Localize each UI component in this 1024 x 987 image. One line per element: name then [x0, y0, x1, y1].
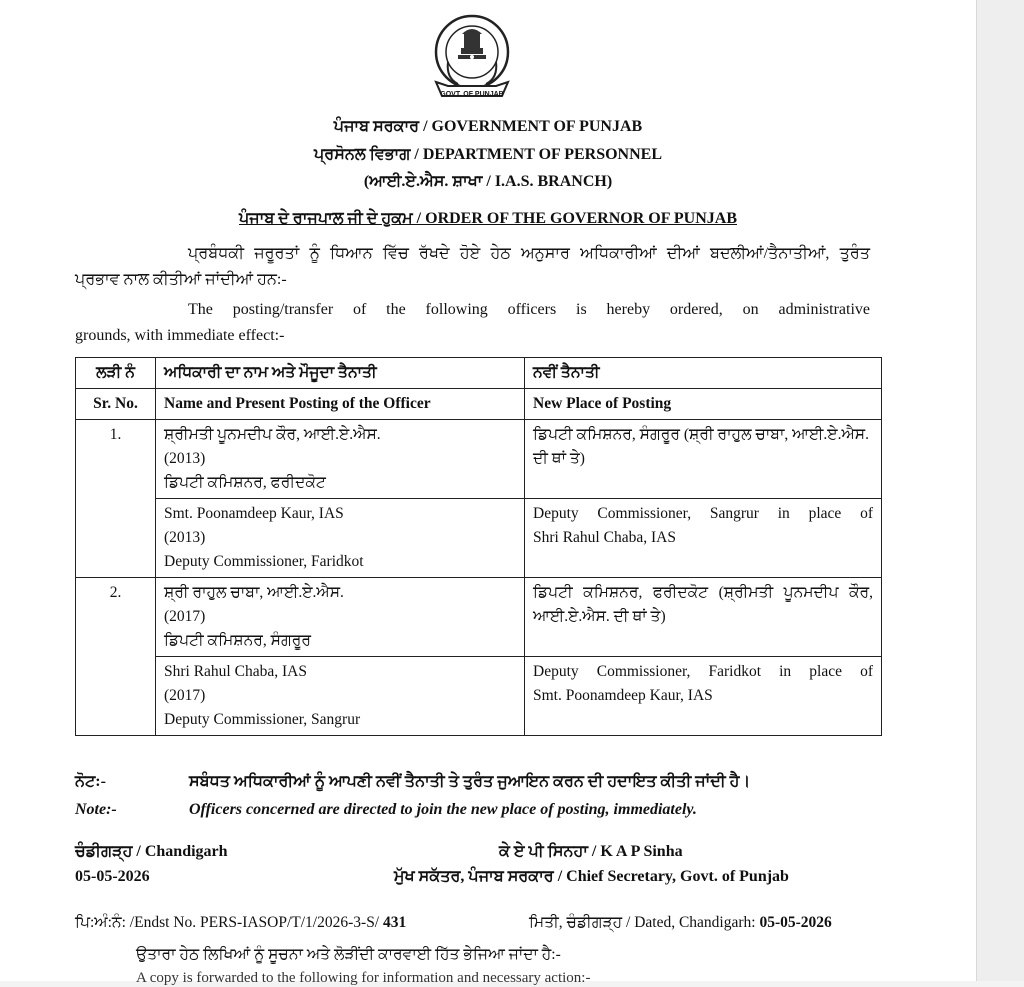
header-officer-en: Name and Present Posting of the Officer	[156, 389, 525, 420]
intro-punjabi-line1: ਪ੍ਰਬੰਧਕੀ ਜਰੂਰਤਾਂ ਨੂੰ ਧਿਆਨ ਵਿੱਚ ਰੱਖਦੇ ਹੋਏ ਹੇਠ ਅਨੁਸਾਰ ਅਧਿਕਾਰੀਆਂ ਦੀਆਂ ਬਦਲੀਆਂ/ਤੈਨਾਤੀਆਂ, ਤੁਰੰਤ	[188, 245, 870, 262]
endorsement-date	[529, 914, 832, 932]
endorsement-number-label: ਪਿ:ਅੰ:ਨੰ: /Endst No. PERS-IASOP/T/1/2026-3-S/	[75, 914, 380, 931]
header-sr-en: Sr. No.	[76, 389, 156, 420]
officer-posting-pa: ਡਿਪਟੀ ਕਮਿਸ਼ਨਰ, ਸੰਗਰੂਰ	[164, 632, 312, 649]
new-posting-en-line: Shri Rahul Chaba, IAS	[533, 529, 676, 546]
note-text-pa: ਸਬੰਧਤ ਅਧਿਕਾਰੀਆਂ ਨੂੰ ਆਪਣੀ ਨਵੀਂ ਤੈਨਾਤੀ ਤੇ ਤੁਰੰਤ ਜੁਆਇਨ ਕਰਨ ਦੀ ਹਦਾਇਤ ਕੀਤੀ ਜਾਂਦੀ ਹੈ।	[189, 773, 751, 790]
new-posting-pa-line: ਡਿਪਟੀ ਕਮਿਸ਼ਨਰ, ਫਰੀਦਕੋਟ (ਸ਼੍ਰੀਮਤੀ ਪੂਨਮਦੀਪ ਕੌਰ,	[533, 584, 873, 601]
header-sr-pa: ਲੜੀ ਨੰ	[76, 358, 156, 389]
viewer-right-margin	[976, 0, 1024, 981]
note-text-en: Officers concerned are directed to join the new place of posting, immediately.	[189, 801, 697, 818]
endorsement-number-value: 431	[383, 914, 407, 931]
note-label-en: Note:-	[75, 801, 117, 818]
officer-punjabi-cell	[156, 420, 525, 499]
officer-punjabi-cell	[156, 578, 525, 657]
officer-batch-pa: (2017)	[164, 608, 206, 625]
copy-forward-en: A copy is forwarded to the following for information and necessary action:-	[136, 970, 591, 986]
header-new-en: New Place of Posting	[525, 389, 882, 420]
officer-batch-en: (2013)	[164, 529, 206, 546]
header-new-pa: ਨਵੀਂ ਤੈਨਾਤੀ	[525, 358, 882, 389]
officer-name-pa: ਸ਼੍ਰੀਮਤੀ ਪੂਨਮਦੀਪ ਕੌਰ, ਆਈ.ਏ.ਐਸ.	[164, 426, 381, 443]
new-posting-english-cell	[525, 499, 882, 578]
endorsement-date-value: 05-05-2026	[759, 914, 832, 931]
emblem-ribbon-text: GOVT. OF PUNJAB	[440, 91, 504, 98]
table-row	[76, 657, 882, 736]
officer-batch-pa: (2013)	[164, 450, 206, 467]
row-sr-no: 2.	[76, 578, 156, 736]
officer-name-pa: ਸ਼੍ਰੀ ਰਾਹੁਲ ਚਾਬਾ, ਆਈ.ਏ.ਐਸ.	[164, 584, 344, 601]
signatory-designation: ਮੁੱਖ ਸਕੱਤਰ, ਪੰਜਾਬ ਸਰਕਾਰ / Chief Secretary, Govt. of Punjab	[394, 868, 789, 885]
endorsement-date-label: ਮਿਤੀ, ਚੰਡੀਗੜ੍ਹ / Dated, Chandigarh:	[529, 914, 756, 931]
new-posting-en-line: Deputy Commissioner, Sangrur in place of	[533, 505, 873, 522]
officer-batch-en: (2017)	[164, 687, 206, 704]
officer-english-cell	[156, 499, 525, 578]
new-posting-english-cell	[525, 657, 882, 736]
signatory-name: ਕੇ ਏ ਪੀ ਸਿਨਹਾ / K A P Sinha	[499, 843, 683, 860]
officer-name-en: Smt. Poonamdeep Kaur, IAS	[164, 505, 344, 522]
row-sr-no: 1.	[76, 420, 156, 578]
officer-posting-en: Deputy Commissioner, Sangrur	[164, 711, 361, 728]
new-posting-punjabi-cell	[525, 420, 882, 499]
postings-table	[75, 357, 882, 736]
table-row	[76, 420, 882, 499]
header-branch: (ਆਈ.ਏ.ਐਸ. ਸ਼ਾਖਾ / I.A.S. BRANCH)	[363, 173, 613, 190]
header-officer-pa: ਅਧਿਕਾਰੀ ਦਾ ਨਾਮ ਅਤੇ ਮੌਜੂਦਾ ਤੈਨਾਤੀ	[156, 358, 525, 389]
officer-posting-en: Deputy Commissioner, Faridkot	[164, 553, 364, 570]
intro-english-line1: The posting/transfer of the following officers is hereby ordered, on administrative	[188, 301, 870, 318]
officer-posting-pa: ਡਿਪਟੀ ਕਮਿਸ਼ਨਰ, ਫਰੀਦਕੋਟ	[164, 474, 326, 491]
signature-place: ਚੰਡੀਗੜ੍ਹ / Chandigarh	[75, 843, 228, 860]
table-header-punjabi	[76, 358, 882, 389]
table-row	[76, 578, 882, 657]
officer-name-en: Shri Rahul Chaba, IAS	[164, 663, 307, 680]
officer-english-cell	[156, 657, 525, 736]
new-posting-en-line: Deputy Commissioner, Faridkot in place of	[533, 663, 873, 680]
new-posting-en-line: Smt. Poonamdeep Kaur, IAS	[533, 687, 713, 704]
note-label-pa: ਨੋਟ:-	[75, 773, 106, 790]
new-posting-pa-line: ਡਿਪਟੀ ਕਮਿਸ਼ਨਰ, ਸੰਗਰੂਰ (ਸ਼੍ਰੀ ਰਾਹੁਲ ਚਾਬਾ, ਆਈ.ਏ.ਐਸ.	[533, 426, 869, 443]
signature-date: 05-05-2026	[75, 868, 150, 885]
intro-english-line2: grounds, with immediate effect:-	[75, 327, 285, 344]
intro-punjabi-line2: ਪ੍ਰਭਾਵ ਨਾਲ ਕੀਤੀਆਂ ਜਾਂਦੀਆਂ ਹਨ:-	[75, 271, 287, 288]
new-posting-punjabi-cell	[525, 578, 882, 657]
new-posting-pa-line: ਆਈ.ਏ.ਐਸ. ਦੀ ਥਾਂ ਤੇ)	[533, 608, 666, 625]
header-government: ਪੰਜਾਬ ਸਰਕਾਰ / GOVERNMENT OF PUNJAB	[333, 118, 643, 135]
header-department: ਪ੍ਰਸੋਨਲ ਵਿਭਾਗ / DEPARTMENT OF PERSONNEL	[313, 146, 662, 163]
table-header-english	[76, 389, 882, 420]
new-posting-pa-line: ਦੀ ਥਾਂ ਤੇ)	[533, 450, 585, 467]
endorsement-number	[75, 914, 406, 932]
copy-forward-pa: ਉਤਾਰਾ ਹੇਠ ਲਿਖਿਆਂ ਨੂੰ ਸੂਚਨਾ ਅਤੇ ਲੋੜੀਂਦੀ ਕਾਰਵਾਈ ਹਿੱਤ ਭੇਜਿਆ ਜਾਂਦਾ ਹੈ:-	[136, 946, 561, 963]
order-title: ਪੰਜਾਬ ਦੇ ਰਾਜਪਾਲ ਜੀ ਦੇ ਹੁਕਮ / ORDER OF THE GOVERNOR OF PUNJAB	[238, 210, 737, 227]
table-row	[76, 499, 882, 578]
